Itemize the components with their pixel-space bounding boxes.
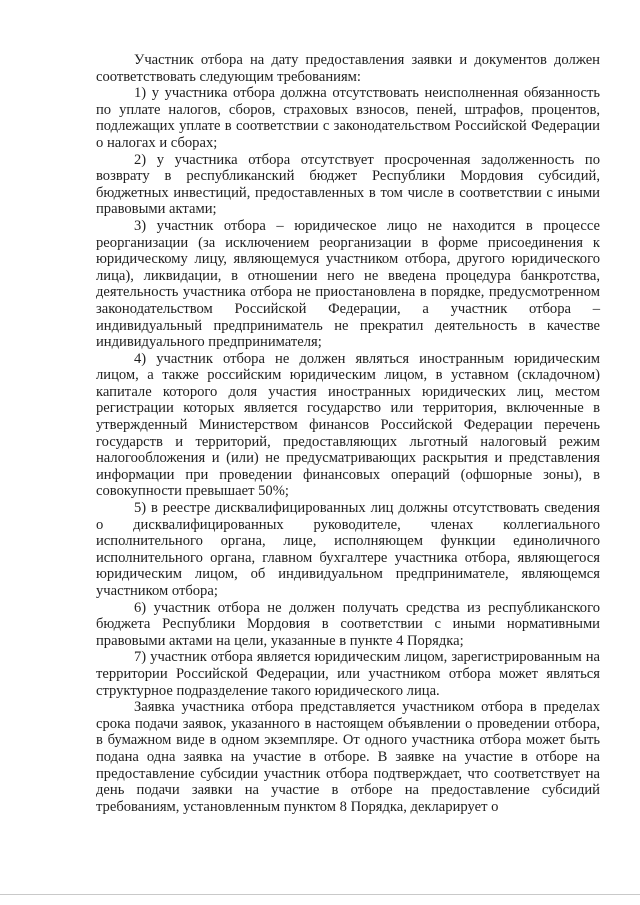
requirement-5: 5) в реестре дисквалифицированных лиц должны отсутствовать сведения о дисквалифицированных руководителе, членах коллегиального исполнительного органа, лице, исполняющем функции единоличного исполнительного органа, главном бухгалтере участника отбора, являющегося юридическим лицом, об индивидуальном предпринимателе, являющемся участником отбора;: [96, 500, 600, 599]
requirement-4: 4) участник отбора не должен являться иностранным юридическим лицом, а также российским юридическим лицом, в уставном (складочном) капитале которого доля участия иностранных юридических лиц, местом регистрации которых является государство или территория, включенные в утвержденный Министерством финансов Российской Федерации перечень государств и территорий, предоставляющих льготный налоговый режим налогообложения и (или) не предусматривающих раскрытия и представления информации при проведении финансовых операций (офшорные зоны), в совокупности превышает 50%;: [96, 350, 600, 500]
scan-edge-line: [0, 894, 640, 895]
requirement-2: 2) у участника отбора отсутствует просроченная задолженность по возврату в республиканский бюджет Республики Мордовия субсидий, бюджетных инвестиций, предоставленных в том числе в соответствии с иными правовыми актами;: [96, 151, 600, 218]
application-paragraph: Заявка участника отбора представляется участником отбора в пределах срока подачи заявок, указанного в настоящем объявлении о проведении отбора, в бумажном виде в одном экземпляре. От одного участника отбора может быть подана одна заявка на участие в отборе. В заявке на участие в отборе на предоставление субсидии участник отбора подтверждает, что соответствует на день подачи заявки на участие в отборе на предоставление субсидий требованиям, установленным пунктом 8 Порядка, декларирует о: [96, 699, 600, 815]
requirement-6: 6) участник отбора не должен получать средства из республиканского бюджета Республики Мордовия в соответствии с иными нормативными правовыми актами на цели, указанные в пункте 4 Порядка;: [96, 599, 600, 649]
intro-paragraph: Участник отбора на дату предоставления заявки и документов должен соответствовать следующим требованиям:: [96, 52, 600, 85]
requirement-1: 1) у участника отбора должна отсутствовать неисполненная обязанность по уплате налогов, сборов, страховых взносов, пеней, штрафов, процентов, подлежащих уплате в соответствии с законодательством Российской Федерации о налогах и сборах;: [96, 85, 600, 151]
requirement-3: 3) участник отбора – юридическое лицо не находится в процессе реорганизации (за исключением реорганизации в форме присоединения к юридическому лицу, являющемуся участником отбора, другого юридического лица), ликвидации, в отношении него не введена процедура банкротства, деятельность участника отбора не приостановлена в порядке, предусмотренном законодательством Российской Федерации, а участник отбора – индивидуальный предприниматель не прекратил деятельность в качестве индивидуального предпринимателя;: [96, 217, 600, 351]
document-page: [96, 52, 600, 815]
requirement-7: 7) участник отбора является юридическим лицом, зарегистрированным на территории Российской Федерации, или участником отбора может являться структурное подразделение такого юридического лица.: [96, 649, 600, 699]
